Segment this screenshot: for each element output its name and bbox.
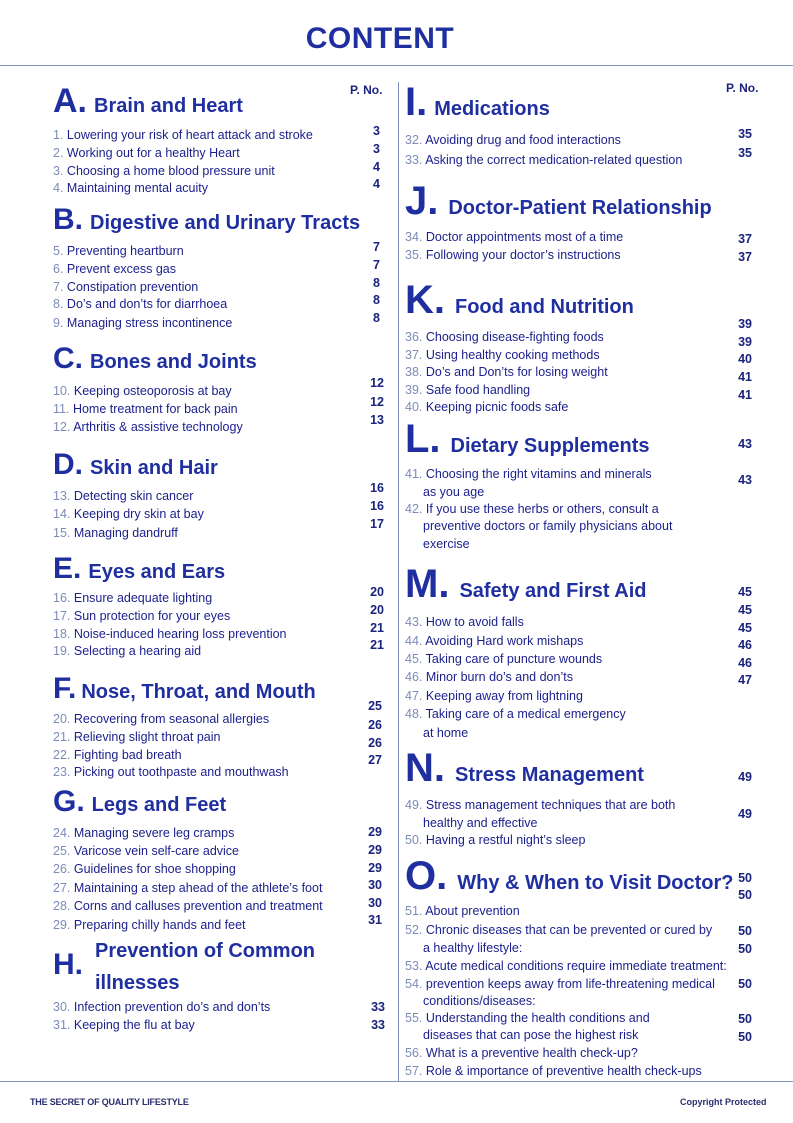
section-title: Why & When to Visit Doctor?: [457, 872, 734, 894]
section-title: Prevention of Common: [95, 940, 316, 962]
page-number: 16: [370, 481, 384, 495]
page-number: 50: [738, 942, 752, 956]
section-title: Food and Nutrition: [455, 296, 634, 318]
bottom-rule: [0, 1081, 793, 1082]
page-number: 12: [370, 376, 384, 390]
toc-item[interactable]: 23. Picking out toothpaste and mouthwash: [53, 765, 289, 779]
toc-item[interactable]: 56. What is a preventive health check-up?: [405, 1046, 638, 1060]
toc-item[interactable]: 34. Doctor appointments most of a time: [405, 230, 624, 244]
page-number: 25: [368, 699, 382, 713]
page-number: 21: [370, 621, 384, 635]
toc-item-continuation: at home: [423, 726, 469, 740]
section-title: Legs and Feet: [91, 794, 227, 816]
page-number: 49: [738, 807, 752, 821]
page-number: 45: [738, 621, 752, 635]
section-title: Eyes and Ears: [88, 561, 226, 583]
toc-item[interactable]: 3. Choosing a home blood pressure unit: [53, 164, 275, 178]
toc-item[interactable]: 44. Avoiding Hard work mishaps: [405, 634, 584, 648]
section-f-heading: [53, 672, 316, 706]
section-letter: F.: [53, 672, 77, 705]
page-number: 26: [368, 736, 382, 750]
page-number: 50: [738, 888, 752, 902]
toc-item-continuation: a healthy lifestyle:: [423, 941, 523, 955]
page-number: 37: [738, 250, 752, 264]
page-number: 20: [370, 585, 384, 599]
section-letter: A.: [53, 82, 87, 120]
page-number-header-left: P. No.: [350, 83, 383, 97]
section-title: Skin and Hair: [90, 457, 218, 479]
page-number: 8: [373, 311, 380, 325]
page-number: 20: [370, 603, 384, 617]
section-k-heading: [405, 278, 634, 323]
footer-tagline: THE SECRET OF QUALITY LIFESTYLE: [30, 1097, 189, 1107]
page-number: 33: [371, 1000, 385, 1014]
section-letter: E.: [53, 552, 82, 585]
toc-item[interactable]: 18. Noise-induced hearing loss prevention: [53, 627, 287, 641]
section-letter: N.: [405, 746, 445, 790]
toc-item[interactable]: 10. Keeping osteoporosis at bay: [53, 384, 232, 398]
toc-item[interactable]: 53. Acute medical conditions require immediate treatment:: [405, 959, 727, 973]
toc-item[interactable]: 9. Managing stress incontinence: [53, 316, 233, 330]
footer-copyright: Copyright Protected: [680, 1097, 767, 1107]
toc-item[interactable]: 37. Using healthy cooking methods: [405, 348, 600, 362]
page-number: 46: [738, 638, 752, 652]
toc-item[interactable]: 14. Keeping dry skin at bay: [53, 507, 204, 521]
section-c-heading: [53, 342, 257, 376]
toc-item-continuation: conditions/diseases:: [423, 994, 536, 1008]
page-number: 3: [373, 142, 380, 156]
page-number: 39: [738, 335, 752, 349]
section-title: Medications: [434, 98, 550, 120]
page-number: 29: [368, 825, 382, 839]
toc-item[interactable]: 48. Taking care of a medical emergency: [405, 707, 626, 721]
toc-item[interactable]: 41. Choosing the right vitamins and minerals: [405, 467, 652, 481]
toc-item[interactable]: 47. Keeping away from lightning: [405, 689, 583, 703]
page-number: 7: [373, 240, 380, 254]
toc-item[interactable]: 33. Asking the correct medication-related question: [405, 153, 683, 167]
page-number: 40: [738, 352, 752, 366]
toc-item[interactable]: 51. About prevention: [405, 904, 520, 918]
toc-item-continuation: as you age: [423, 485, 485, 499]
toc-item[interactable]: 11. Home treatment for back pain: [53, 402, 238, 416]
page-number: 29: [368, 843, 382, 857]
page-number: 50: [738, 977, 752, 991]
page-number: 43: [738, 437, 752, 451]
toc-item[interactable]: 55. Understanding the health conditions and: [405, 1011, 650, 1025]
toc-item[interactable]: 24. Managing severe leg cramps: [53, 826, 235, 840]
section-title: Stress Management: [455, 764, 644, 786]
page-number: 50: [738, 871, 752, 885]
section-n-heading: [405, 746, 644, 791]
toc-item[interactable]: 57. Role & importance of preventive health check-ups: [405, 1064, 702, 1078]
toc-item[interactable]: 4. Maintaining mental acuity: [53, 181, 208, 195]
section-d-heading: [53, 448, 218, 482]
page-number: 50: [738, 924, 752, 938]
page-number: 17: [370, 517, 384, 531]
toc-item[interactable]: 39. Safe food handling: [405, 383, 531, 397]
page-number: 8: [373, 276, 380, 290]
page-number: 13: [370, 413, 384, 427]
section-title: Nose, Throat, and Mouth: [81, 681, 316, 703]
page-number-header-right: P. No.: [726, 81, 759, 95]
toc-item[interactable]: 43. How to avoid falls: [405, 615, 524, 629]
section-title: Dietary Supplements: [450, 435, 650, 457]
page-number: 47: [738, 673, 752, 687]
page-number: 3: [373, 124, 380, 138]
toc-item[interactable]: 26. Guidelines for shoe shopping: [53, 862, 236, 876]
page-title: CONTENT: [305, 22, 455, 55]
toc-item[interactable]: 32. Avoiding drug and food interactions: [405, 133, 621, 147]
toc-item[interactable]: 45. Taking care of puncture wounds: [405, 652, 603, 666]
page-number: 30: [368, 896, 382, 910]
toc-item[interactable]: 49. Stress management techniques that are both: [405, 798, 676, 812]
toc-item-continuation: preventive doctors or family physicians about: [423, 519, 673, 533]
toc-item[interactable]: 21. Relieving slight throat pain: [53, 730, 221, 744]
section-letter: M.: [405, 562, 450, 606]
section-m-heading: [405, 562, 647, 607]
page-number: 26: [368, 718, 382, 732]
toc-item[interactable]: 40. Keeping picnic foods safe: [405, 400, 569, 414]
section-o-heading: [405, 854, 734, 899]
page-number: 35: [738, 127, 752, 141]
section-i-heading: [405, 80, 550, 125]
section-title-line2: illnesses: [95, 972, 180, 994]
page-number: 49: [738, 770, 752, 784]
section-title: Safety and First Aid: [459, 580, 647, 602]
toc-item-continuation: diseases that can pose the highest risk: [423, 1028, 639, 1042]
section-letter: I.: [405, 80, 428, 124]
section-title: Doctor-Patient Relationship: [448, 197, 712, 219]
toc-item[interactable]: 42. If you use these herbs or others, consult a: [405, 502, 659, 516]
page-number: 8: [373, 293, 380, 307]
page-number: 16: [370, 499, 384, 513]
toc-item[interactable]: 1. Lowering your risk of heart attack and stroke: [53, 128, 313, 142]
page-number: 27: [368, 753, 382, 767]
section-letter: K.: [405, 278, 445, 322]
section-title: Digestive and Urinary Tracts: [90, 212, 361, 234]
toc-item[interactable]: 50. Having a restful night’s sleep: [405, 833, 586, 847]
toc-item-continuation: healthy and effective: [423, 816, 538, 830]
section-j-heading: [405, 179, 712, 224]
page-number: 41: [738, 370, 752, 384]
toc-item[interactable]: 25. Varicose vein self-care advice: [53, 844, 239, 858]
toc-item[interactable]: 22. Fighting bad breath: [53, 748, 182, 762]
toc-item[interactable]: 5. Preventing heartburn: [53, 244, 184, 258]
page-number: 33: [371, 1018, 385, 1032]
page-number: 45: [738, 585, 752, 599]
toc-item[interactable]: 17. Sun protection for your eyes: [53, 609, 231, 623]
section-letter: G.: [53, 785, 85, 818]
page-number: 35: [738, 146, 752, 160]
section-b-heading: [53, 203, 360, 237]
toc-item[interactable]: 38. Do’s and Don’ts for losing weight: [405, 365, 608, 379]
section-letter: H.: [53, 948, 83, 981]
toc-item[interactable]: 15. Managing dandruff: [53, 526, 178, 540]
page-number: 43: [738, 473, 752, 487]
section-letter: B.: [53, 203, 83, 236]
toc-item[interactable]: 28. Corns and calluses prevention and treatment: [53, 899, 323, 913]
toc-item[interactable]: 46. Minor burn do’s and don’ts: [405, 670, 573, 684]
page-number: 4: [373, 177, 380, 191]
page-number: 39: [738, 317, 752, 331]
page-number: 41: [738, 388, 752, 402]
toc-item[interactable]: 12. Arthritis & assistive technology: [53, 420, 243, 434]
toc-item[interactable]: 54. prevention keeps away from life-threatening medical: [405, 977, 715, 991]
page-number: 12: [370, 395, 384, 409]
toc-item[interactable]: 20. Recovering from seasonal allergies: [53, 712, 270, 726]
toc-item-continuation: exercise: [423, 537, 470, 551]
page-number: 7: [373, 258, 380, 272]
section-e-heading: [53, 552, 225, 586]
page-number: 4: [373, 160, 380, 174]
page-number: 50: [738, 1030, 752, 1044]
section-letter: L.: [405, 417, 441, 461]
toc-item[interactable]: 52. Chronic diseases that can be prevented or cured by: [405, 923, 713, 937]
toc-item[interactable]: 27. Maintaining a step ahead of the athlete’s foot: [53, 881, 323, 895]
section-letter: O.: [405, 854, 448, 898]
top-rule: [0, 65, 793, 66]
toc-item[interactable]: 30. Infection prevention do’s and don’ts: [53, 1000, 271, 1014]
page-number: 46: [738, 656, 752, 670]
toc-item[interactable]: 7. Constipation prevention: [53, 280, 199, 294]
section-letter: D.: [53, 448, 83, 481]
section-g-heading: [53, 785, 226, 819]
page-number: 29: [368, 861, 382, 875]
section-letter: C.: [53, 342, 83, 375]
page-number: 31: [368, 913, 382, 927]
toc-item[interactable]: 16. Ensure adequate lighting: [53, 591, 213, 605]
page-number: 45: [738, 603, 752, 617]
toc-item[interactable]: 8. Do’s and don’ts for diarrhoea: [53, 297, 228, 311]
section-title: Bones and Joints: [90, 351, 257, 373]
toc-item[interactable]: 2. Working out for a healthy Heart: [53, 146, 240, 160]
section-l-heading: [405, 417, 650, 462]
toc-item[interactable]: 29. Preparing chilly hands and feet: [53, 918, 246, 932]
toc-item[interactable]: 6. Prevent excess gas: [53, 262, 177, 276]
section-letter: J.: [405, 179, 439, 223]
toc-item[interactable]: 35. Following your doctor’s instructions: [405, 248, 621, 262]
toc-item[interactable]: 19. Selecting a hearing aid: [53, 644, 202, 658]
page-number: 37: [738, 232, 752, 246]
section-title: Brain and Heart: [94, 95, 243, 117]
column-divider: [398, 82, 399, 1081]
page-number: 50: [738, 1012, 752, 1026]
toc-item[interactable]: 13. Detecting skin cancer: [53, 489, 194, 503]
page-number: 21: [370, 638, 384, 652]
toc-item[interactable]: 36. Choosing disease-fighting foods: [405, 330, 604, 344]
section-a-heading: [53, 82, 243, 121]
page-number: 30: [368, 878, 382, 892]
toc-item[interactable]: 31. Keeping the flu at bay: [53, 1018, 195, 1032]
